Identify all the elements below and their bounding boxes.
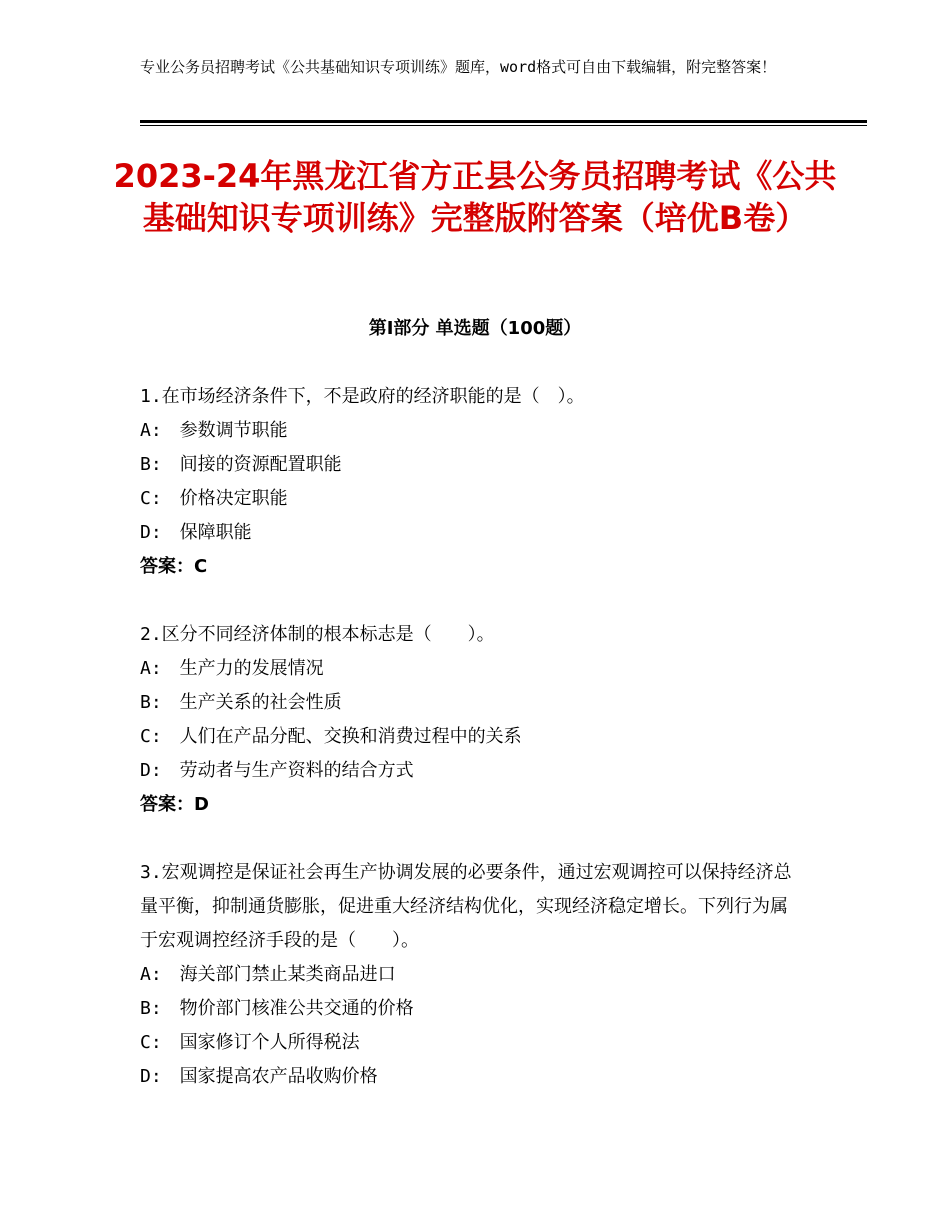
option-b: B: 物价部门核准公共交通的价格	[140, 998, 414, 1019]
option-b: B: 间接的资源配置职能	[140, 454, 342, 475]
option-d: D: 国家提高农产品收购价格	[140, 1066, 378, 1087]
answer-value: D	[194, 794, 209, 815]
option-d: D: 保障职能	[140, 522, 252, 543]
header-rule-thin	[140, 125, 867, 126]
header-rule-thick	[140, 120, 867, 123]
answer-prefix: 答案：	[140, 794, 194, 815]
question-3	[140, 856, 800, 1094]
answer-line	[140, 550, 820, 584]
question-1	[140, 380, 820, 584]
option-c: C: 国家修订个人所得税法	[140, 1032, 360, 1053]
question-2	[140, 618, 820, 822]
option-c: C: 人们在产品分配、交换和消费过程中的关系	[140, 726, 522, 747]
question-stem: 2.区分不同经济体制的根本标志是（ ）。	[140, 624, 495, 645]
option-a: A: 生产力的发展情况	[140, 658, 324, 679]
option-a: A: 海关部门禁止某类商品进口	[140, 964, 396, 985]
section-title: 第Ⅰ部分 单选题（100题）	[368, 318, 582, 339]
answer-prefix: 答案：	[140, 556, 194, 577]
option-b: B: 生产关系的社会性质	[140, 692, 342, 713]
answer-value: C	[194, 556, 208, 577]
option-a: A: 参数调节职能	[140, 420, 288, 441]
question-stem: 1.在市场经济条件下，不是政府的经济职能的是（ ）。	[140, 386, 585, 407]
header-note: 专业公务员招聘考试《公共基础知识专项训练》题库，word格式可自由下载编辑，附完整答案！	[140, 58, 777, 76]
answer-line	[140, 788, 820, 822]
document-title: 2023-24年黑龙江省方正县公务员招聘考试《公共基础知识专项训练》完整版附答案（培优B卷）	[113, 157, 837, 237]
option-d: D: 劳动者与生产资料的结合方式	[140, 760, 414, 781]
question-stem: 3.宏观调控是保证社会再生产协调发展的必要条件，通过宏观调控可以保持经济总量平衡，抑制通货膨胀，促进重大经济结构优化，实现经济稳定增长。下列行为属于宏观调控经济手段的是（ ）。	[140, 862, 792, 951]
option-c: C: 价格决定职能	[140, 488, 288, 509]
